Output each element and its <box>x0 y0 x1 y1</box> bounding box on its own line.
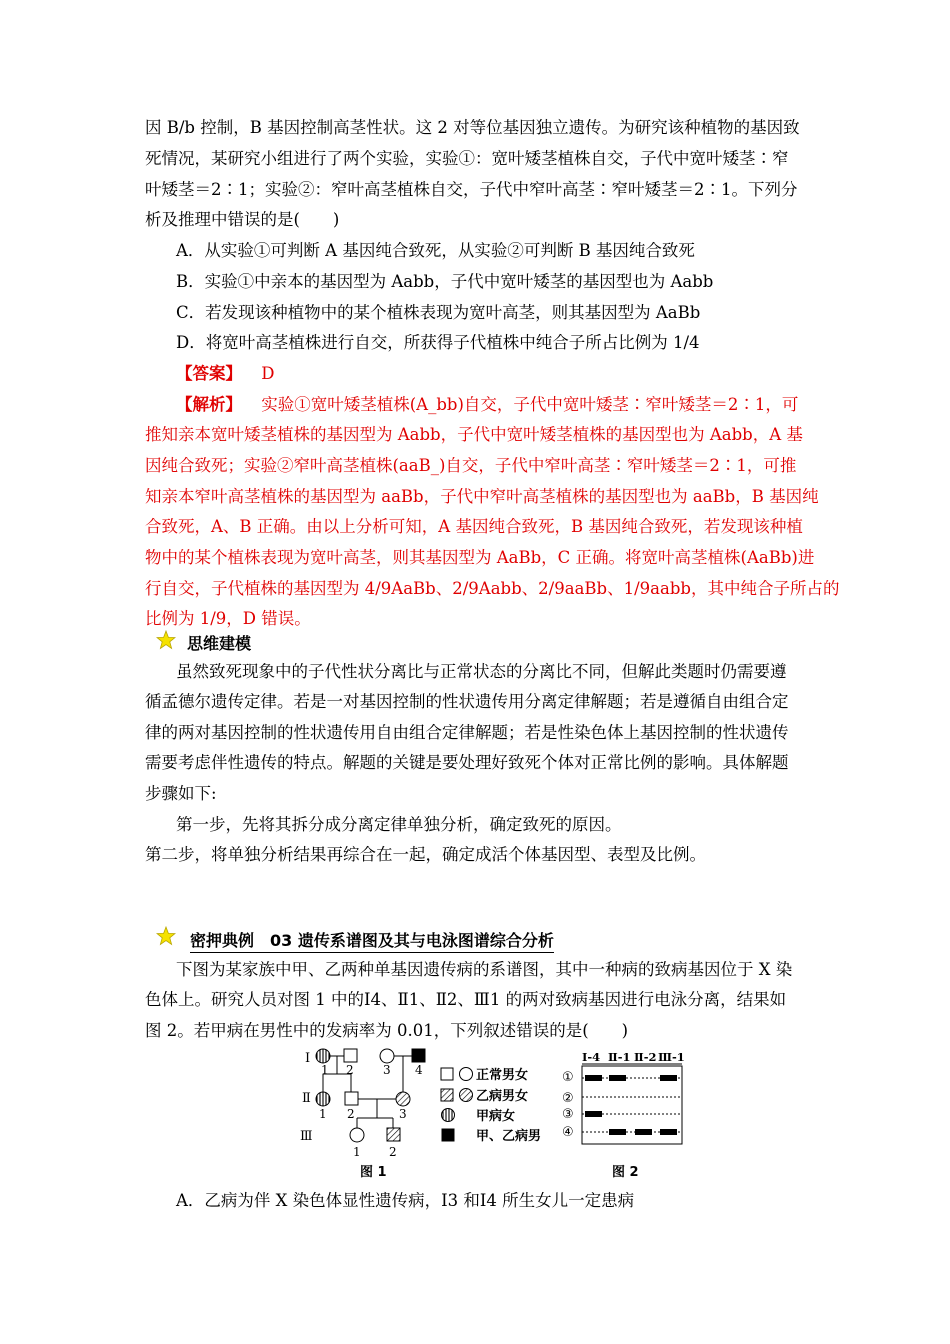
individual-i3 <box>380 1049 394 1063</box>
ind-label: 1 <box>353 1145 361 1159</box>
analysis-line: 推知亲本宽叶矮茎植株的基因型为 Aabb，子代中宽叶矮茎植株的基因型也为 Aabb，A 基 <box>145 425 803 444</box>
individual-i4 <box>412 1049 425 1062</box>
example-stem-line: 色体上。研究人员对图 1 中的Ⅰ4、Ⅱ1、Ⅱ2、Ⅲ1 的两对致病基因进行电泳分离，结果如 <box>145 990 787 1009</box>
band <box>585 1111 602 1117</box>
analysis-line: 知亲本窄叶高茎植株的基因型为 aaBb，子代中窄叶高茎植株的基因型也为 aaBb，B 基因纯 <box>145 487 819 506</box>
band-label: ① <box>562 1070 574 1085</box>
q1-stem-line: 死情况，某研究小组进行了两个实验，实验①：宽叶矮茎植株自交，子代中宽叶矮茎∶窄 <box>145 149 789 168</box>
model-step-1: 第一步，先将其拆分成分离定律单独分析，确定致死的原因。 <box>176 815 622 834</box>
individual-i2 <box>344 1049 357 1062</box>
section-title-example: 密押典例 03 遗传系谱图及其与电泳图谱综合分析 <box>190 928 554 953</box>
q1-stem-line: 析及推理中错误的是( ) <box>145 210 340 229</box>
answer-row <box>176 364 274 384</box>
legend-normal: 正常男女 <box>476 1068 529 1083</box>
analysis-line: 因纯合致死；实验②窄叶高茎植株(aaB_)自交，子代中窄叶高茎∶窄叶矮茎＝2∶1，可推 <box>145 456 797 475</box>
individual-ii3 <box>396 1092 410 1106</box>
model-paragraph-line: 需要考虑伴性遗传的特点。解题的关键是要处理好致死个体对正常比例的影响。具体解题 <box>145 753 789 772</box>
q1-option-c: C．若发现该种植物中的某个植株表现为宽叶高茎，则其基因型为 AaBb <box>176 303 701 322</box>
individual-ii1 <box>316 1092 330 1106</box>
ind-label: 4 <box>415 1063 423 1077</box>
band-label: ③ <box>562 1107 574 1122</box>
band <box>660 1075 677 1081</box>
lane-label: Ⅰ-4 <box>582 1050 601 1064</box>
answer-label: 【答案】 <box>176 364 242 383</box>
individual-ii2 <box>345 1092 358 1105</box>
legend-both-male: 甲、乙病男 <box>476 1129 542 1144</box>
gen-label: Ⅱ <box>302 1091 311 1106</box>
analysis-line: 比例为 1/9，D 错误。 <box>145 609 311 628</box>
ind-label: 1 <box>321 1063 329 1077</box>
example-stem-line: 下图为某家族中甲、乙两种单基因遗传病的系谱图，其中一种病的致病基因位于 X 染 <box>176 960 793 979</box>
ind-label: 2 <box>347 1107 355 1121</box>
q1-option-b: B．实验①中亲本的基因型为 Aabb，子代中宽叶矮茎的基因型也为 Aabb <box>176 272 714 291</box>
star-icon <box>156 926 176 946</box>
example-option-a: A．乙病为伴 X 染色体显性遗传病，Ⅰ3 和Ⅰ4 所生女儿一定患病 <box>176 1191 635 1210</box>
star-icon <box>156 630 176 650</box>
example-stem-line: 图 2。若甲病在男性中的发病率为 0.01，下列叙述错误的是( ) <box>145 1021 629 1040</box>
band <box>635 1129 652 1135</box>
band <box>609 1075 626 1081</box>
q1-option-d: D．将宽叶高茎植株进行自交，所获得子代植株中纯合子所占比例为 1/4 <box>176 333 700 352</box>
ind-label: 3 <box>383 1063 391 1077</box>
analysis-label: 【解析】 <box>176 395 242 414</box>
ind-label: 1 <box>319 1107 327 1121</box>
band <box>585 1075 602 1081</box>
band <box>609 1129 626 1135</box>
individual-iii2 <box>387 1128 400 1141</box>
q1-stem-line: 叶矮茎＝2∶1；实验②：窄叶高茎植株自交，子代中窄叶高茎∶窄叶矮茎＝2∶1。下列分 <box>145 180 798 199</box>
individual-iii1 <box>350 1128 364 1142</box>
band <box>660 1129 677 1135</box>
legend-disease-b: 乙病男女 <box>476 1089 529 1104</box>
ind-label: 2 <box>389 1145 397 1159</box>
q1-option-a: A．从实验①可判断 A 基因纯合致死，从实验②可判断 B 基因纯合致死 <box>176 241 695 260</box>
ind-label: 3 <box>399 1107 407 1121</box>
lane-label: Ⅱ-2 <box>634 1050 657 1064</box>
figure2-caption: 图 2 <box>612 1165 639 1180</box>
gen-label: Ⅰ <box>305 1051 311 1066</box>
analysis-first-line <box>176 395 798 415</box>
ind-label: 2 <box>346 1063 354 1077</box>
model-paragraph-line: 步骤如下: <box>145 784 217 803</box>
lane-label: Ⅱ-1 <box>608 1050 631 1064</box>
model-paragraph-line: 循孟德尔遗传定律。若是一对基因控制的性状遗传用分离定律解题；若是遵循自由组合定 <box>145 692 789 711</box>
gen-label: Ⅲ <box>300 1129 313 1144</box>
section-title-model: 思维建模 <box>187 634 252 653</box>
band-label: ④ <box>562 1125 574 1140</box>
analysis-line: 行自交，子代植株的基因型为 4/9AaBb、2/9Aabb、2/9aaBb、1/9aabb，其中纯合子所占的 <box>145 579 840 598</box>
figure1-caption: 图 1 <box>360 1165 387 1180</box>
model-paragraph-line: 虽然致死现象中的子代性状分离比与正常状态的分离比不同，但解此类题时仍需要遵 <box>176 662 787 681</box>
pedigree-figure <box>295 1046 555 1186</box>
lane-label: Ⅲ-1 <box>658 1050 685 1064</box>
individual-i1 <box>316 1049 330 1063</box>
analysis-text: 实验①宽叶矮茎植株(A_bb)自交，子代中宽叶矮茎∶窄叶矮茎＝2∶1，可 <box>261 395 799 414</box>
model-paragraph-line: 律的两对基因控制的性状遗传用自由组合定律解题；若是性染色体上基因控制的性状遗传 <box>145 723 789 742</box>
electrophoresis-figure <box>560 1048 690 1186</box>
model-step-2: 第二步，将单独分析结果再综合在一起，确定成活个体基因型、表型及比例。 <box>145 845 706 864</box>
q1-stem-line: 因 B/b 控制，B 基因控制高茎性状。这 2 对等位基因独立遗传。为研究该种植物的基因致 <box>145 118 800 137</box>
analysis-line: 物中的某个植株表现为宽叶高茎，则其基因型为 AaBb，C 正确。将宽叶高茎植株(AaBb)进 <box>145 548 815 567</box>
legend-disease-a-female: 甲病女 <box>476 1109 516 1124</box>
answer-value: D <box>261 364 275 383</box>
analysis-line: 合致死，A、B 正确。由以上分析可知，A 基因纯合致死，B 基因纯合致死，若发现该种植 <box>145 517 803 536</box>
band-label: ② <box>562 1091 574 1106</box>
